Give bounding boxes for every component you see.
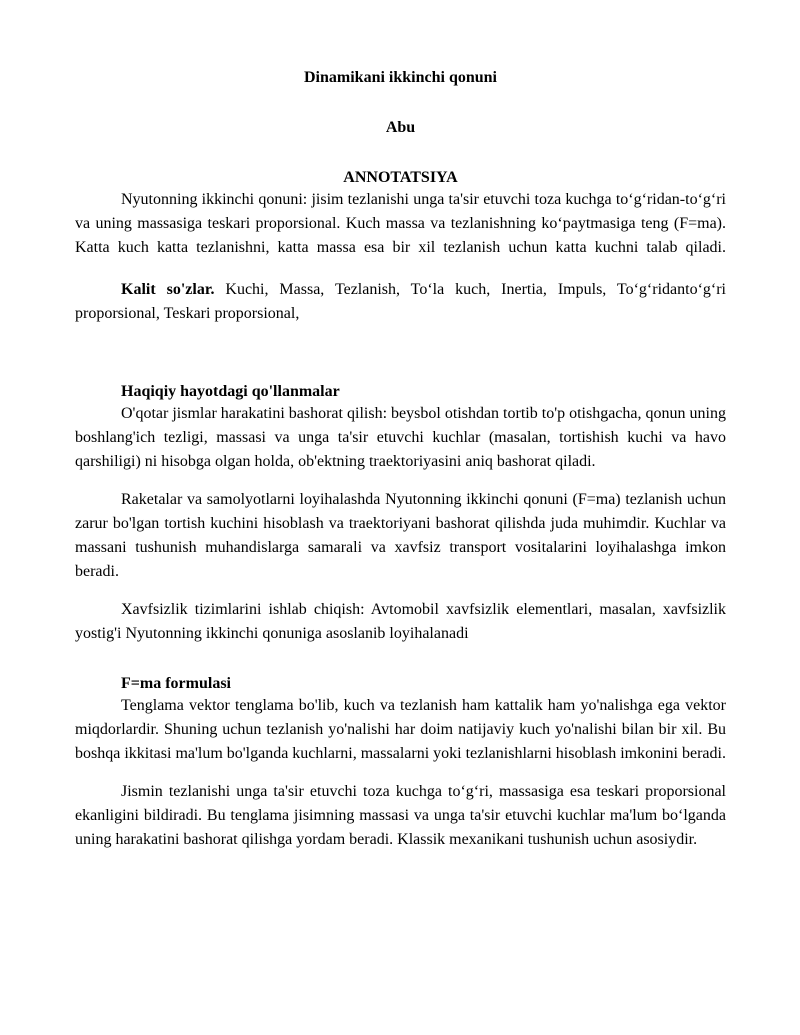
annotation-paragraph: Nyutonning ikkinchi qonuni: jisim tezlanishi unga ta'sir etuvchi toza kuchga to‘g‘ridan-to‘g‘ri va uning massasiga teskari proporsional. Kuch massa va tezlanishning ko‘paytmasiga teng (F=ma). Katta kuch katta tezlanishni, katta massa esa bir xil tezlanish uchun katta kuchni talab qiladi. [75, 191, 726, 256]
author-name: Abu [385, 119, 416, 136]
section-heading-formula: F=ma formulasi [121, 675, 231, 692]
document-title: Dinamikani ikkinchi qonuni [304, 69, 497, 86]
document-page [75, 60, 726, 852]
keywords-list: Kuchi, Massa, Tezlanish, To‘la kuch, Inertia, Impuls, To‘g‘ridanto‘g‘ri proporsional, Teskari proporsional, [75, 281, 726, 322]
section-heading-applications: Haqiqiy hayotdagi qo'llanmalar [121, 383, 340, 400]
annotation-heading: ANNOTATSIYA [343, 169, 458, 186]
keywords-paragraph [75, 278, 726, 326]
paragraph-projectiles: O'qotar jismlar harakatini bashorat qilish: beysbol otishdan tortib to'p otishgacha, qonun uning boshlang'ich tezligi, massasi va unga ta'sir etuvchi kuchlar (masalan, tortishish kuchi va havo qarshiligi) ni hisobga olgan holda, ob'ektning traektoriyasini aniq bashorat qiladi. [75, 405, 726, 470]
paragraph-acceleration: Jismin tezlanishi unga ta'sir etuvchi toza kuchga to‘g‘ri, massasiga esa teskari proporsional ekanligini bildiradi. Bu tenglama jisimning massasi va unga ta'sir etuvchi kuchlar ma'lum bo‘lganda uning harakatini bashorat qilishga yordam beradi. Klassik mexanikani tushunish uchun asosiydir. [75, 783, 726, 848]
paragraph-safety: Xavfsizlik tizimlarini ishlab chiqish: Avtomobil xavfsizlik elementlari, masalan, xavfsizlik yostig'i Nyutonning ikkinchi qonuniga asoslanib loyihalanadi [75, 601, 726, 642]
keywords-label: Kalit so'zlar. [121, 281, 215, 298]
paragraph-rockets: Raketalar va samolyotlarni loyihalashda Nyutonning ikkinchi qonuni (F=ma) tezlanish uchun zarur bo'lgan tortish kuchini hisoblash va traektoriyani bashorat qilishda juda muhimdir. Kuchlar va massani tushunish muhandislarga samarali va xavfsiz transport vositalarini loyihalashga imkon beradi. [75, 491, 726, 580]
paragraph-vector-equation: Tenglama vektor tenglama bo'lib, kuch va tezlanish ham kattalik ham yo'nalishga ega vektor miqdorlardir. Shuning uchun tezlanish yo'nalishi har doim natijaviy kuch yo'nalishi bilan bir xil. Bu boshqa ikkitasi ma'lum bo'lganda kuchlarni, massalarni yoki tezlanishlarni hisoblash imkonini beradi. [75, 697, 726, 762]
